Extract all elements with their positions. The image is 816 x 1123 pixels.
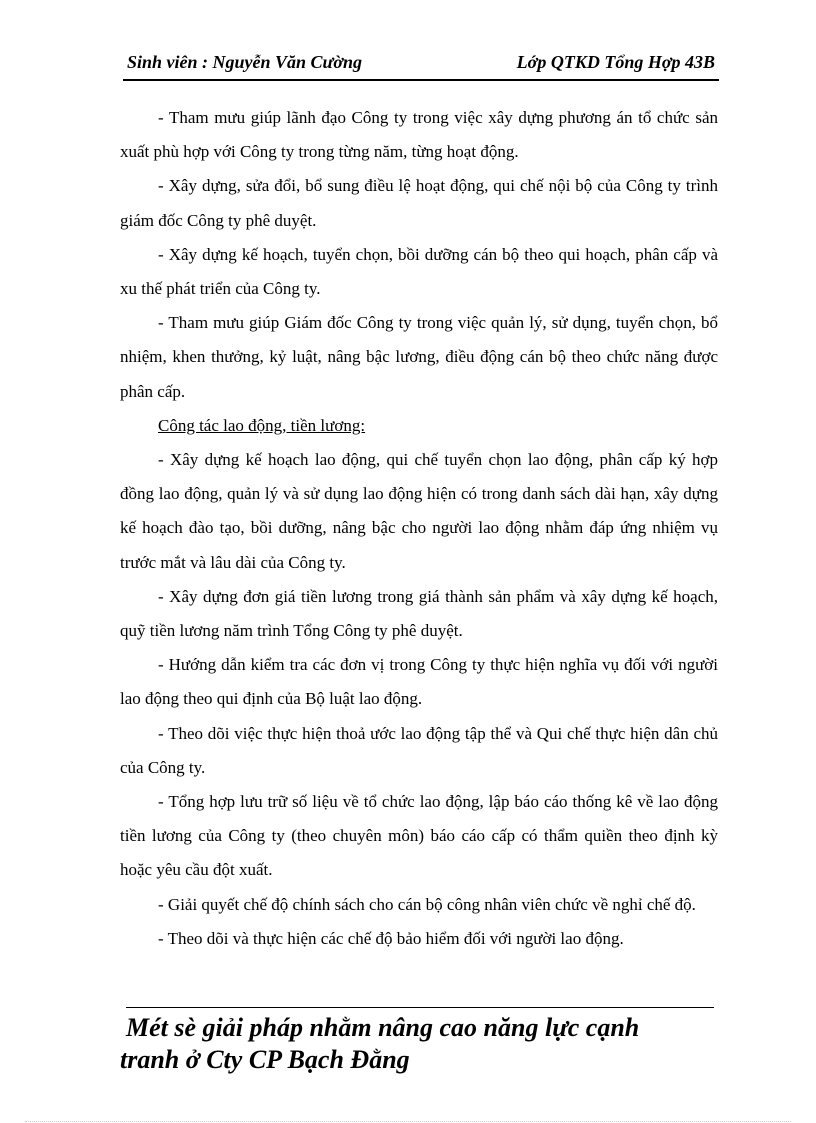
paragraph-11: - Theo dõi và thực hiện các chế độ bảo hiểm đối với người lao động. (158, 928, 624, 948)
page-bottom-edge (25, 1121, 791, 1122)
document-body (120, 101, 718, 956)
page-header (123, 52, 719, 80)
paragraph-8: - Theo dõi việc thực hiện thoả ước lao động tập thể và Qui chế thực hiện dân chủ của Công ty. (120, 723, 718, 777)
paragraph-4: - Tham mưu giúp Giám đốc Công ty trong việc quản lý, sử dụng, tuyển chọn, bổ nhiệm, khen thưởng, kỷ luật, nâng bậc lương, điều động cán bộ theo chức năng được phân cấp. (120, 313, 718, 401)
footer-title-line-2: tranh ở Cty CP Bạch Đằng (120, 1045, 410, 1074)
paragraph-3: - Xây dựng kế hoạch, tuyển chọn, bồi dưỡng cán bộ theo qui hoạch, phân cấp và xu thế phát triển của Công ty. (120, 244, 718, 299)
paragraph-2: - Xây dựng, sửa đổi, bổ sung điều lệ hoạt động, qui chế nội bộ của Công ty trình giám đốc Công ty phê duyệt. (120, 176, 718, 230)
page-footer (120, 1012, 720, 1076)
paragraph-7: - Hướng dẫn kiểm tra các đơn vị trong Công ty thực hiện nghĩa vụ đối với người lao động theo qui định của Bộ luật lao động. (120, 655, 718, 709)
header-divider (123, 79, 719, 81)
footer-divider (126, 1007, 714, 1008)
paragraph-6: - Xây dựng đơn giá tiền lương trong giá thành sản phẩm và xây dựng kế hoạch, quỹ tiền lương năm trình Tổng Công ty phê duyệt. (120, 586, 718, 641)
footer-title-line-1: Mét sè giải pháp nhằm nâng cao năng lực cạnh (126, 1013, 640, 1042)
paragraph-1: - Tham mưu giúp lãnh đạo Công ty trong việc xây dựng phương án tổ chức sản xuất phù hợp với Công ty trong từng năm, từng hoạt động. (120, 108, 718, 162)
paragraph-10: - Giải quyết chế độ chính sách cho cán bộ công nhân viên chức về nghỉ chế độ. (158, 894, 696, 914)
paragraph-5: - Xây dựng kế hoạch lao động, qui chế tuyển chọn lao động, phân cấp ký hợp đồng lao động, quản lý và sử dụng lao động hiện có trong danh sách dài hạn, xây dựng kế hoạch đào tạo, bồi dưỡng, nâng bậc cho người lao động nhằm đáp ứng nhiệm vụ trước mắt và lâu dài của Công ty. (120, 450, 718, 572)
header-class-name: Lớp QTKD Tổng Hợp 43B (516, 52, 715, 72)
section-subheading: Công tác lao động, tiền lương: (158, 415, 366, 435)
header-student-name: Sinh viên : Nguyễn Văn Cường (127, 52, 362, 72)
paragraph-9: - Tổng hợp lưu trữ số liệu về tổ chức lao động, lập báo cáo thống kê về lao động tiền lương của Công ty (theo chuyên môn) báo cáo cấp có thẩm quiền theo định kỳ hoặc yêu cầu đột xuất. (120, 792, 718, 880)
